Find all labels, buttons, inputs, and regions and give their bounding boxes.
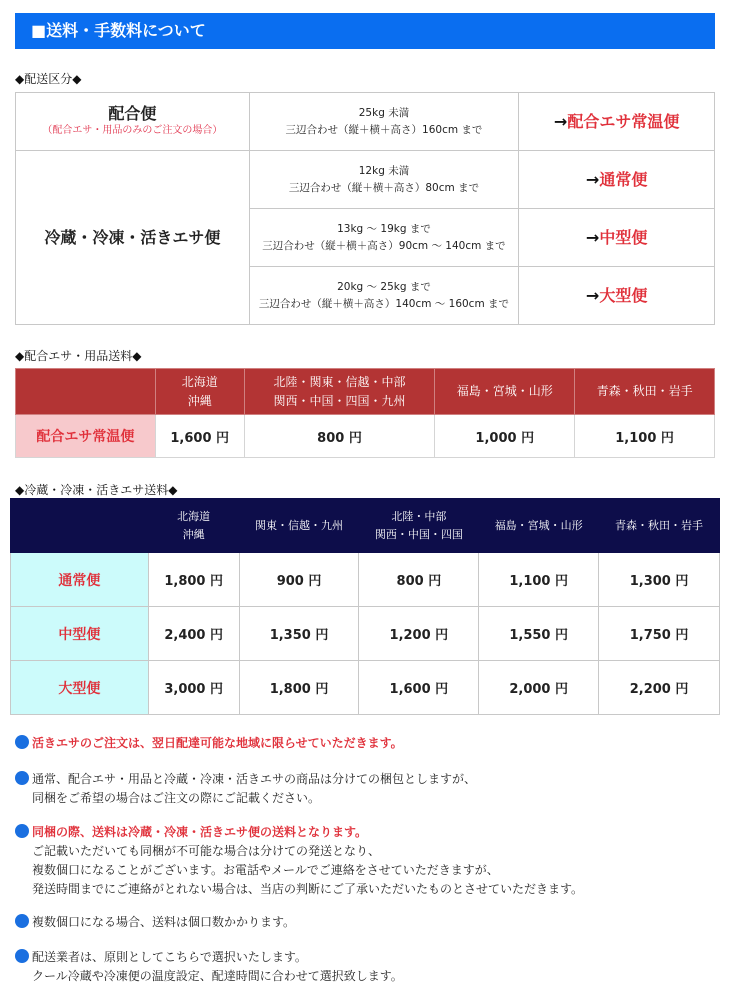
price-cell: 1,100 円 (575, 415, 715, 458)
note-text: 通常、配合エサ・用品と冷蔵・冷凍・活きエサの商品は分けての梱包としますが、 (32, 772, 477, 786)
column-header (359, 499, 479, 553)
price-cell: 2,400 円 (148, 607, 239, 661)
header-line: 福島・宮城・山形 (494, 518, 583, 532)
table-header-row (11, 499, 720, 553)
price-cell: 1,800 円 (239, 661, 359, 715)
column-header (239, 499, 359, 553)
note-carrier (15, 948, 403, 986)
row-header: 配合エサ常温便 (16, 415, 156, 458)
service-cell (519, 267, 715, 325)
bullet-icon (15, 914, 29, 928)
corner-cell (16, 369, 156, 415)
note-live-bait (15, 734, 403, 753)
note-text: 複数個口になることがございます。お電話やメールでご連絡をさせていただきますが、 (32, 863, 499, 877)
arrow-text: → (585, 286, 600, 305)
header-line: 関西・中国・四国・九州 (273, 393, 406, 408)
table-row (16, 93, 715, 151)
weight-text: 25kg 未満 (358, 106, 410, 119)
row-header: 通常便 (11, 553, 149, 607)
spec-cell (249, 209, 519, 267)
table-header-row (16, 369, 715, 415)
column-header (435, 369, 575, 415)
price-cell: 800 円 (359, 553, 479, 607)
price-cell: 800 円 (244, 415, 435, 458)
cold-shipping-label: ◆冷蔵・冷凍・活きエサ送料◆ (15, 483, 178, 497)
size-text: 三辺合わせ（縦＋横＋高さ）90cm 〜 140cm まで (262, 239, 506, 252)
price-cell: 1,100 円 (479, 553, 599, 607)
price-cell: 1,800 円 (148, 553, 239, 607)
service-name: 通常便 (599, 170, 648, 189)
table-row (16, 151, 715, 209)
note-text: 同梱の際、送料は冷蔵・冷凍・活きエサ便の送料となります。 (32, 825, 368, 839)
bullet-icon (15, 735, 29, 749)
column-header (599, 499, 720, 553)
spec-cell (249, 93, 519, 151)
delivery-category-table (15, 92, 715, 325)
note-text: 活きエサのご注文は、翌日配達可能な地域に限らせていただきます。 (32, 736, 403, 750)
cold-shipping-table (10, 498, 720, 715)
header-line: 沖縄 (187, 393, 212, 408)
note-multiple-parcels (15, 913, 295, 932)
service-cell (519, 209, 715, 267)
delivery-section-label: ◆配送区分◆ (15, 72, 82, 86)
table-row (16, 415, 715, 458)
group-note: （配合エサ・用品のみのご注文の場合） (42, 124, 223, 136)
note-text: 複数個口になる場合、送料は個口数かかります。 (32, 915, 296, 929)
feed-shipping-label: ◆配合エサ・用品送料◆ (15, 349, 142, 363)
note-text: クール冷蔵や冷凍便の温度設定、配達時間に合わせて選択致します。 (32, 969, 403, 983)
price-cell: 1,600 円 (155, 415, 244, 458)
bullet-icon (15, 771, 29, 785)
service-cell (519, 93, 715, 151)
header-line: 北陸・関東・信越・中部 (273, 374, 406, 389)
price-cell: 1,300 円 (599, 553, 720, 607)
group-cell (16, 151, 250, 325)
arrow-text: → (553, 112, 568, 131)
row-header: 中型便 (11, 607, 149, 661)
spec-cell (249, 151, 519, 209)
group-name: 配合便 (108, 103, 157, 123)
column-header (479, 499, 599, 553)
header-line: 青森・秋田・岩手 (596, 384, 693, 398)
price-cell: 1,600 円 (359, 661, 479, 715)
note-text: 配送業者は、原則としてこちらで選択いたします。 (32, 950, 307, 964)
header-line: 沖縄 (182, 527, 205, 541)
header-line: 関西・中国・四国 (374, 527, 463, 541)
service-name: 配合エサ常温便 (567, 112, 680, 131)
header-line: 北海道 (181, 374, 218, 389)
note-combined-shipping (15, 823, 583, 899)
header-line: 関東・信越・九州 (255, 518, 344, 532)
page-title: ■送料・手数料について (15, 13, 715, 49)
price-cell: 900 円 (239, 553, 359, 607)
note-packing (15, 770, 476, 808)
header-line: 北陸・中部 (391, 509, 447, 523)
column-header (575, 369, 715, 415)
price-cell: 1,200 円 (359, 607, 479, 661)
column-header (148, 499, 239, 553)
size-text: 三辺合わせ（縦＋横＋高さ）160cm まで (285, 123, 483, 136)
note-text: 同梱をご希望の場合はご注文の際にご記載ください。 (32, 791, 321, 805)
bullet-icon (15, 949, 29, 963)
table-row (11, 607, 720, 661)
spec-cell (249, 267, 519, 325)
price-cell: 1,750 円 (599, 607, 720, 661)
price-cell: 2,000 円 (479, 661, 599, 715)
size-text: 三辺合わせ（縦＋横＋高さ）80cm まで (288, 181, 480, 194)
arrow-text: → (585, 170, 600, 189)
header-line: 福島・宮城・山形 (456, 384, 553, 398)
row-header: 大型便 (11, 661, 149, 715)
header-line: 北海道 (177, 509, 211, 523)
note-text: 発送時間までにご連絡がとれない場合は、当店の判断にご了承いただいたものとさせていただきます。 (32, 882, 584, 896)
price-cell: 1,350 円 (239, 607, 359, 661)
column-header (244, 369, 435, 415)
group-name: 冷蔵・冷凍・活きエサ便 (44, 228, 221, 247)
header-line: 青森・秋田・岩手 (615, 518, 704, 532)
price-cell: 3,000 円 (148, 661, 239, 715)
service-name: 中型便 (599, 228, 648, 247)
size-text: 三辺合わせ（縦＋横＋高さ）140cm 〜 160cm まで (258, 297, 510, 310)
weight-text: 12kg 未満 (358, 164, 410, 177)
service-name: 大型便 (599, 286, 648, 305)
corner-cell (11, 499, 149, 553)
column-header (155, 369, 244, 415)
price-cell: 1,000 円 (435, 415, 575, 458)
price-cell: 2,200 円 (599, 661, 720, 715)
table-row (11, 553, 720, 607)
bullet-icon (15, 824, 29, 838)
group-cell (16, 93, 250, 151)
weight-text: 13kg 〜 19kg まで (337, 222, 431, 235)
feed-shipping-table (15, 368, 715, 458)
weight-text: 20kg 〜 25kg まで (337, 280, 431, 293)
service-cell (519, 151, 715, 209)
note-text: ご記載いただいても同梱が不可能な場合は分けての発送となり、 (32, 844, 381, 858)
table-row (11, 661, 720, 715)
arrow-text: → (585, 228, 600, 247)
price-cell: 1,550 円 (479, 607, 599, 661)
